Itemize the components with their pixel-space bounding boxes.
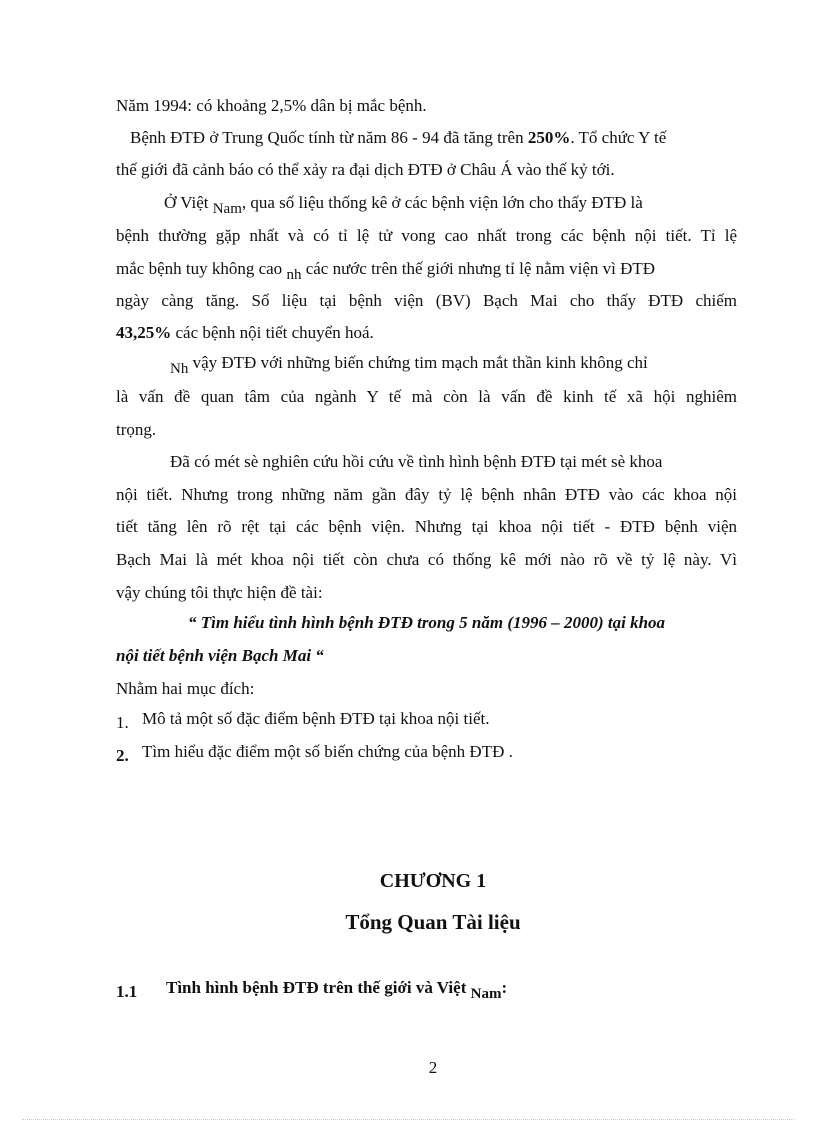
line-text: nội tiết bệnh viện Bạch Mai “ — [116, 646, 324, 665]
paragraph-line — [116, 96, 427, 116]
line-text: vậy ĐTĐ với những biến chứng tim mạch mắt thần kinh không chỉ — [188, 353, 648, 372]
line-text: Ở Việt — [164, 193, 213, 212]
objective-item — [116, 742, 513, 765]
line-text: trọng. — [116, 420, 157, 439]
line-text: Đã có mét sè nghiên cứu hồi cứu về tình hình bệnh ĐTĐ tại mét sè khoa — [170, 452, 663, 471]
line-text: nội tiết. Nhưng trong những năm gần đây tỷ lệ bệnh nhân ĐTĐ vào các khoa nội — [116, 485, 737, 504]
paragraph-line — [116, 160, 615, 180]
objective-text: Tìm hiểu đặc điểm một số biến chứng của bệnh ĐTĐ . — [142, 742, 513, 761]
line-text: bệnh thường gặp nhất và có tỉ lệ tử vong cao nhất trong các bệnh nội tiết. Tỉ lệ — [116, 226, 737, 245]
paragraph-line — [130, 128, 666, 148]
highlight-percent: 250% — [527, 128, 571, 147]
paragraph-line — [116, 387, 737, 407]
thesis-title-line — [116, 646, 324, 666]
paragraph-line — [116, 226, 737, 246]
highlight-percent: 43,25% — [116, 323, 172, 342]
page-number: 2 — [428, 1058, 438, 1077]
paragraph-line — [116, 259, 656, 283]
line-text: các bệnh nội tiết chuyển hoá. — [171, 323, 374, 342]
section-title — [166, 978, 508, 1002]
line-text-subscript: Nam — [212, 201, 242, 217]
section-title-subscript: Nam — [470, 986, 502, 1002]
paragraph-line — [116, 420, 156, 440]
chapter-label: CHƯƠNG 1 — [379, 870, 487, 892]
section-title-text: : — [501, 978, 508, 997]
thesis-title-line — [188, 613, 665, 633]
line-text: Năm 1994: có khoảng 2,5% dân bị mắc bệnh. — [116, 96, 427, 115]
paragraph-line — [116, 323, 374, 343]
page-footer-divider — [22, 1119, 794, 1120]
paragraph-line — [164, 193, 737, 217]
line-text: vậy chúng tôi thực hiện đề tài: — [116, 583, 323, 602]
line-text: là vấn đề quan tâm của ngành Y tế mà còn là vấn đề kinh tế xã hội nghiêm — [116, 387, 737, 406]
paragraph-line — [116, 485, 737, 505]
objective-item — [116, 709, 490, 732]
line-text: . Tổ chức Y tế — [570, 128, 667, 147]
paragraph-line — [170, 452, 662, 472]
line-text: mắc bệnh tuy không cao — [116, 259, 287, 278]
line-text: Bệnh ĐTĐ ở Trung Quốc tính từ năm 86 - 94 đã tăng trên — [130, 128, 528, 147]
paragraph-line — [116, 291, 737, 311]
line-text: “ Tìm hiểu tình hình bệnh ĐTĐ trong 5 năm (1996 – 2000) tại khoa — [188, 613, 666, 632]
list-number: 1. — [116, 713, 129, 732]
list-number: 2. — [116, 746, 129, 765]
line-text: ngày càng tăng. Số liệu tại bệnh viện (BV) Bạch Mai cho thấy ĐTĐ chiếm — [116, 291, 737, 310]
paragraph-line — [170, 353, 648, 377]
objective-text: Mô tả một số đặc điểm bệnh ĐTĐ tại khoa nội tiết. — [142, 709, 490, 728]
line-text: tiết tăng lên rõ rệt tại các bệnh viện. Nhưng tại khoa nội tiết - ĐTĐ bệnh viện — [116, 517, 737, 536]
section-title-text: Tình hình bệnh ĐTĐ trên thế giới và Việt — [166, 978, 471, 997]
chapter-title: Tổng Quan Tài liệu — [345, 910, 521, 934]
paragraph-line — [116, 679, 254, 699]
section-number: 1.1 — [116, 982, 138, 1001]
line-text: , qua số liệu thống kê ở các bệnh viện lớn cho thấy ĐTĐ là — [241, 193, 643, 212]
line-text: các nước trên thế giới nhưng tỉ lệ nằm viện vì ĐTĐ — [301, 259, 656, 278]
line-text: Bạch Mai là mét khoa nội tiết còn chưa có thống kê mới nào rõ về tỷ lệ này. Vì — [116, 550, 737, 569]
paragraph-line — [116, 583, 323, 603]
paragraph-line — [116, 550, 737, 570]
line-text-subscript: Nh — [170, 361, 189, 377]
paragraph-line — [116, 517, 737, 537]
line-text: Nhằm hai mục đích: — [116, 679, 255, 698]
line-text-subscript: nh — [286, 267, 302, 283]
line-text: thế giới đã cảnh báo có thể xảy ra đại dịch ĐTĐ ở Châu Á vào thế kỷ tới. — [116, 160, 615, 179]
